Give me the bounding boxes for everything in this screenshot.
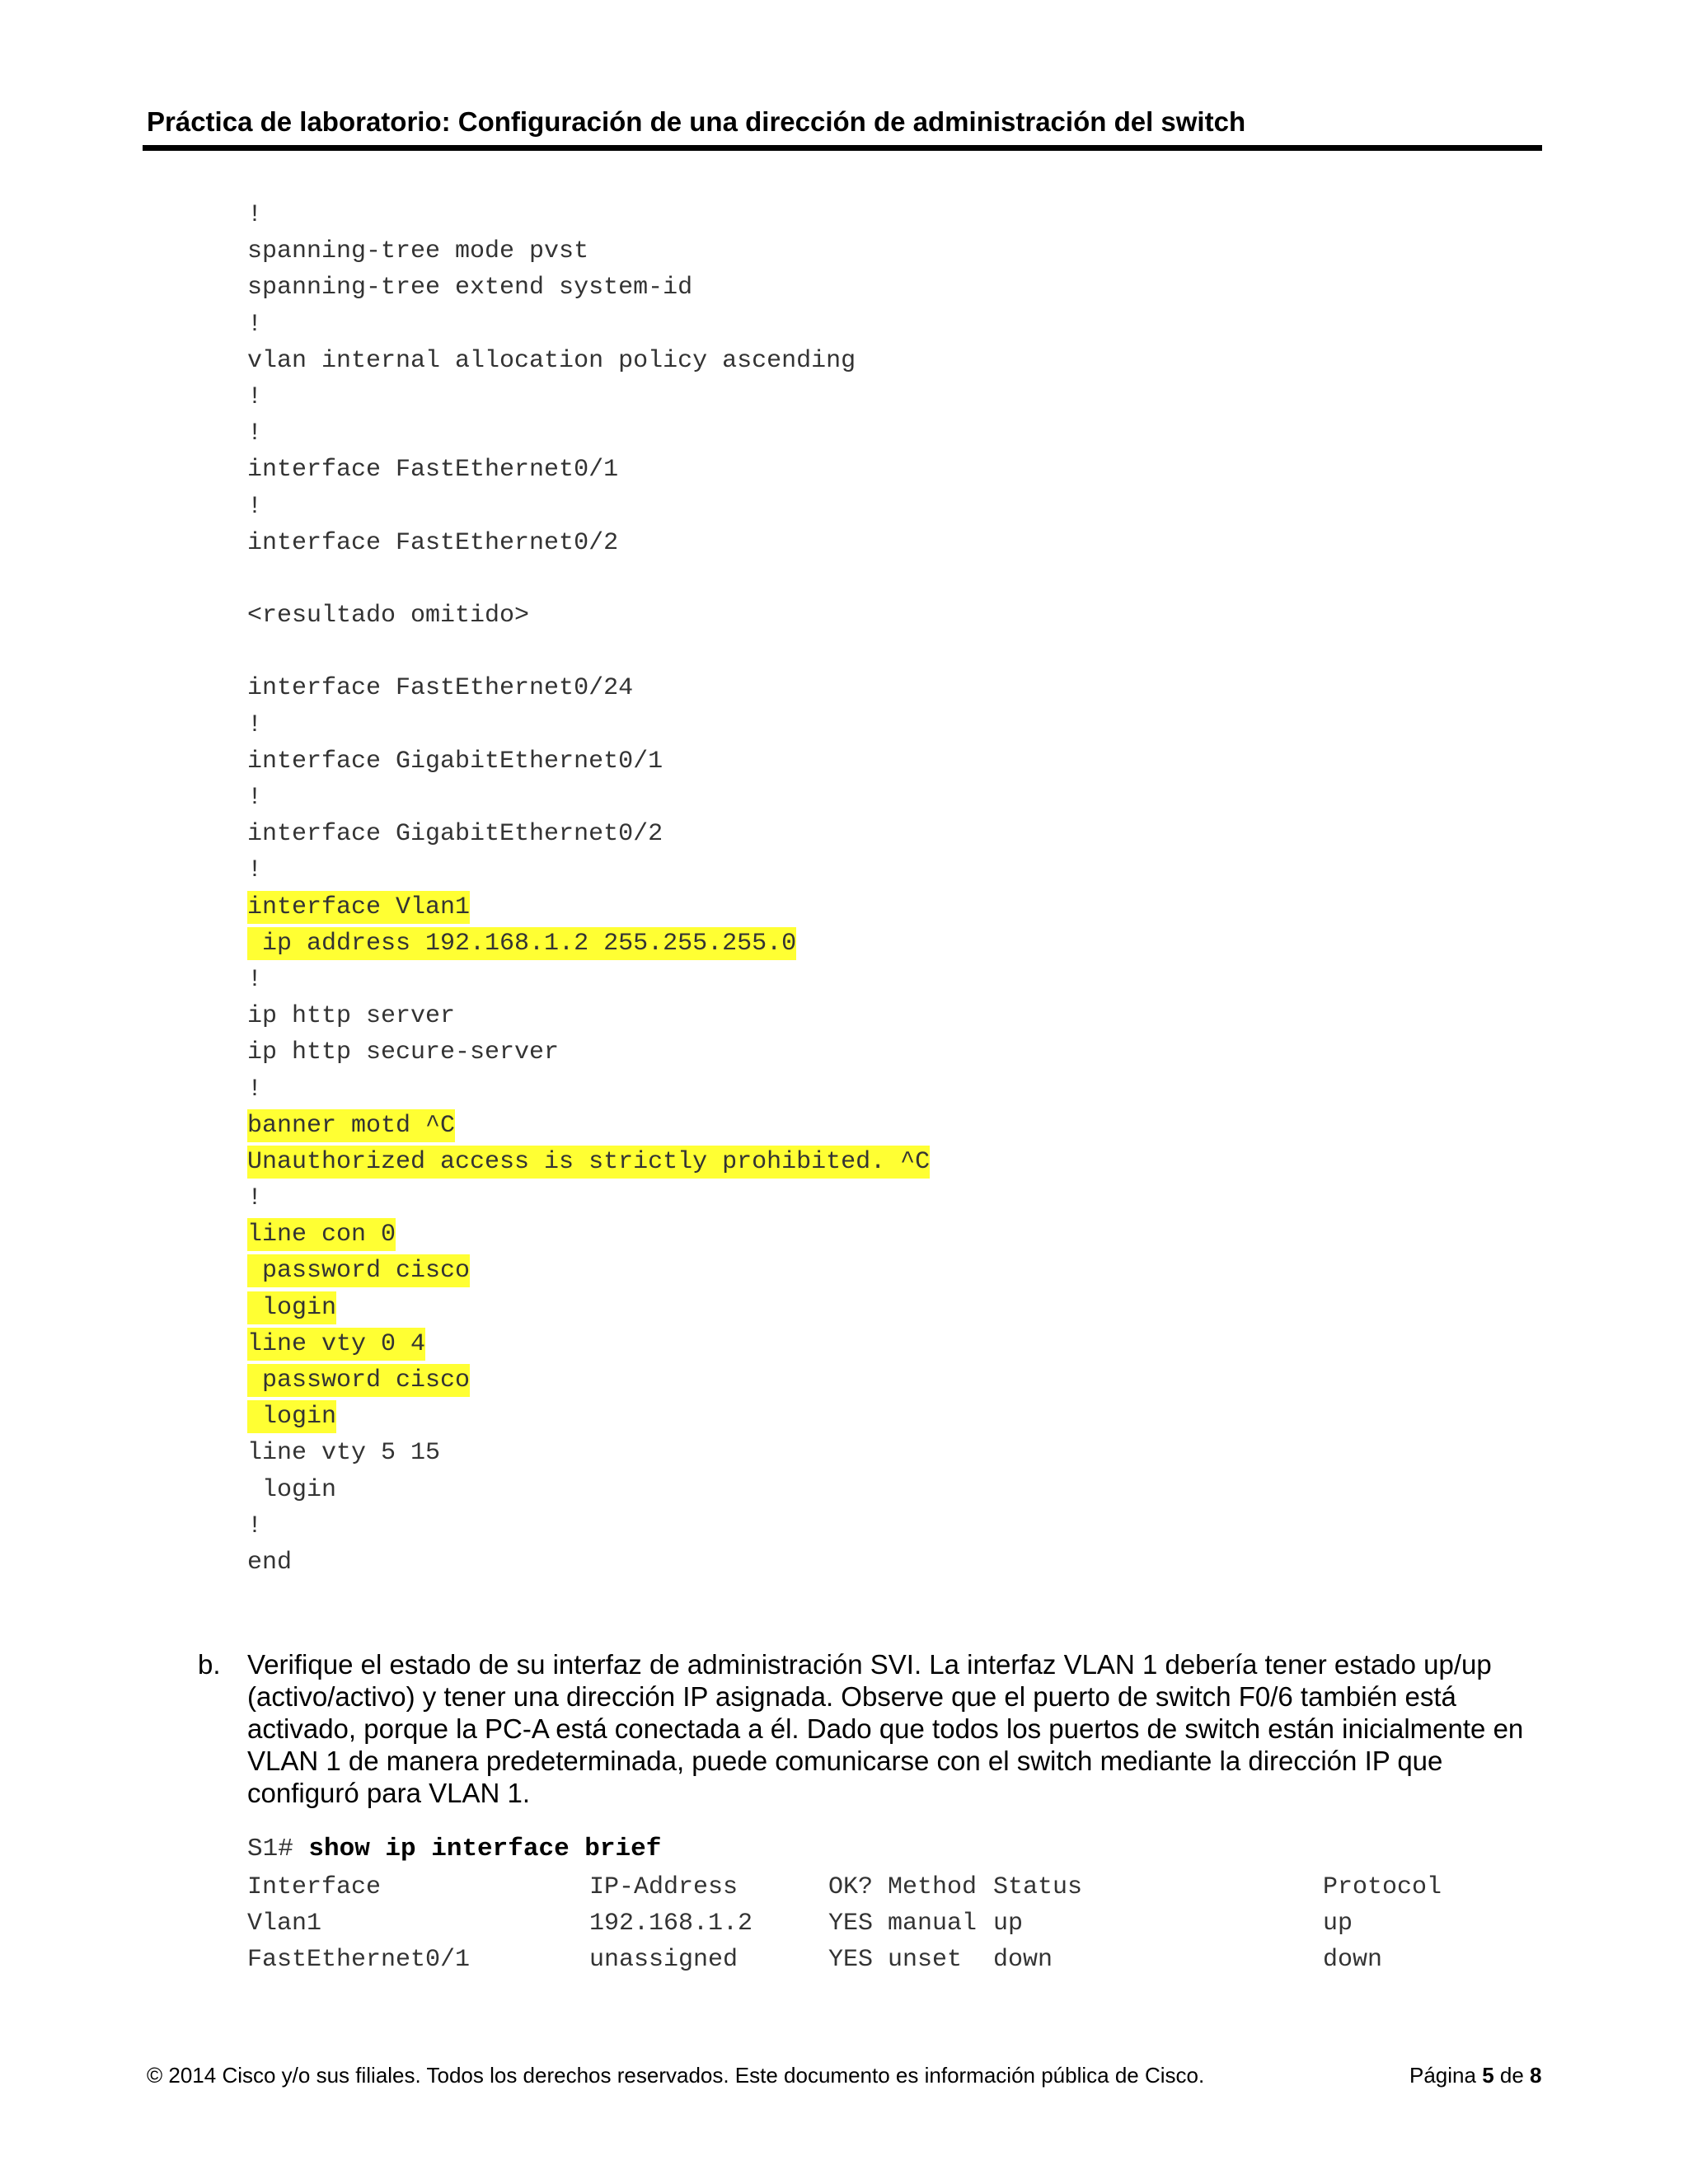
code-line — [247, 780, 930, 816]
page-total: 8 — [1530, 2063, 1542, 2088]
table-cell: FastEthernet0/1 — [247, 1946, 471, 1974]
code-line-text: end — [247, 1548, 293, 1577]
table-cell: down — [1323, 1946, 1383, 1974]
table-header-cell: IP-Address — [589, 1873, 738, 1901]
code-line-text: login — [247, 1475, 337, 1504]
table-header-cell: Protocol — [1323, 1873, 1442, 1901]
command-line — [247, 1831, 661, 1868]
code-line-text: ! — [247, 201, 263, 229]
table-cell: up — [993, 1910, 1024, 1938]
code-line-text: ! — [247, 856, 263, 885]
code-line — [247, 307, 930, 343]
code-line — [247, 1071, 930, 1108]
code-line-text: Unauthorized access is strictly prohibited. ^C — [247, 1146, 930, 1179]
code-line — [247, 1472, 930, 1508]
code-line-text: banner motd ^C — [247, 1109, 455, 1142]
table-cell: Vlan1 — [247, 1910, 322, 1938]
page-title: Práctica de laboratorio: Configuración de una dirección de administración del switch — [147, 106, 1246, 137]
footer-page-number — [1409, 2063, 1542, 2088]
footer-copyright: © 2014 Cisco y/o sus filiales. Todos los derechos reservados. Este documento es información pública de Cisco. — [147, 2063, 1205, 2088]
code-line-text: interface Vlan1 — [247, 891, 470, 924]
page-current: 5 — [1482, 2063, 1494, 2088]
code-line-text: ! — [247, 419, 263, 448]
code-line-text: interface FastEthernet0/1 — [247, 456, 619, 485]
table-cell: down — [993, 1946, 1053, 1974]
code-line — [247, 926, 930, 962]
config-code-block — [247, 197, 930, 1581]
table-header-cell: Status — [993, 1873, 1083, 1901]
code-line — [247, 889, 930, 926]
code-line — [247, 1435, 930, 1471]
table-cell: up — [1323, 1910, 1353, 1938]
code-line-text: vlan internal allocation policy ascending — [247, 346, 856, 375]
code-line-text: ip http secure-server — [247, 1038, 560, 1067]
code-line — [247, 707, 930, 743]
code-line-text: spanning-tree mode pvst — [247, 237, 589, 266]
code-line — [247, 1034, 930, 1071]
code-line-text: ip http server — [247, 1002, 456, 1031]
code-line — [247, 415, 930, 452]
code-line — [247, 525, 930, 561]
code-line — [247, 489, 930, 525]
code-line-text: line vty 0 4 — [247, 1328, 425, 1361]
code-line — [247, 1326, 930, 1362]
code-line-text: ! — [247, 492, 263, 521]
code-line — [247, 1508, 930, 1544]
code-line — [247, 1108, 930, 1144]
code-line — [247, 670, 930, 706]
code-line — [247, 852, 930, 888]
code-line-text: ! — [247, 965, 263, 994]
code-line — [247, 452, 930, 488]
code-line — [247, 816, 930, 852]
code-line — [247, 561, 930, 598]
code-line-text: login — [247, 1291, 336, 1324]
code-line-text: ! — [247, 1075, 263, 1104]
table-cell: YES unset — [828, 1946, 963, 1974]
code-line — [247, 1362, 930, 1399]
table-header-cell: Interface — [247, 1873, 382, 1901]
table-header-cell: OK? Method — [828, 1873, 978, 1901]
code-line-text: line con 0 — [247, 1218, 396, 1251]
code-line — [247, 1253, 930, 1289]
cli-prompt: S1# — [247, 1835, 309, 1863]
code-line — [247, 233, 930, 269]
code-line-text: password cisco — [247, 1364, 470, 1397]
code-line — [247, 634, 930, 670]
code-line — [247, 1144, 930, 1180]
code-line — [247, 962, 930, 998]
table-cell: unassigned — [589, 1946, 738, 1974]
code-line-text: password cisco — [247, 1254, 470, 1287]
code-line-text: ! — [247, 382, 263, 411]
step-description: Verifique el estado de su interfaz de administración SVI. La interfaz VLAN 1 debería tener estado up/up (activo/activo) y tener una dirección IP asignada. Observe que el puerto de switch F0/6 también está activado, porque la PC-A está conectada a él. Dado que todos los puertos de switch están inicialmente en VLAN 1 de manera predeterminada, puede comunicarse con el switch mediante la dirección IP que configuró para VLAN 1. — [247, 1649, 1524, 1808]
code-line — [247, 1180, 930, 1216]
code-line-text: line vty 5 15 — [247, 1439, 441, 1468]
code-line-text: interface GigabitEthernet0/2 — [247, 820, 663, 849]
code-line-text: ! — [247, 784, 263, 812]
table-cell: 192.168.1.2 — [589, 1910, 753, 1938]
code-line-text: interface FastEthernet0/2 — [247, 528, 619, 557]
code-line-text: interface GigabitEthernet0/1 — [247, 747, 663, 776]
code-line-text: <resultado omitido> — [247, 602, 530, 630]
code-line-text: spanning-tree extend system-id — [247, 274, 693, 302]
step-label: b. — [198, 1649, 221, 1680]
code-line — [247, 197, 930, 233]
code-line-text: ! — [247, 1511, 263, 1540]
header-rule — [143, 145, 1542, 151]
code-line — [247, 379, 930, 415]
code-line — [247, 1399, 930, 1435]
code-line-text: interface FastEthernet0/24 — [247, 674, 634, 703]
cli-command: show ip interface brief — [308, 1835, 662, 1863]
code-line-text: ! — [247, 310, 263, 339]
table-cell: YES manual — [828, 1910, 978, 1938]
code-line — [247, 343, 930, 379]
code-line-text: ! — [247, 1184, 263, 1213]
page-prefix: Página — [1409, 2063, 1483, 2088]
code-line — [247, 998, 930, 1034]
code-line — [247, 743, 930, 780]
code-line-text: login — [247, 1400, 336, 1433]
code-line — [247, 269, 930, 306]
code-line — [247, 1544, 930, 1581]
code-line — [247, 1216, 930, 1253]
code-line-text: ! — [247, 710, 263, 739]
page-separator: de — [1493, 2063, 1531, 2088]
code-line — [247, 1290, 930, 1326]
code-line-text: ip address 192.168.1.2 255.255.255.0 — [247, 927, 796, 960]
code-line — [247, 598, 930, 634]
